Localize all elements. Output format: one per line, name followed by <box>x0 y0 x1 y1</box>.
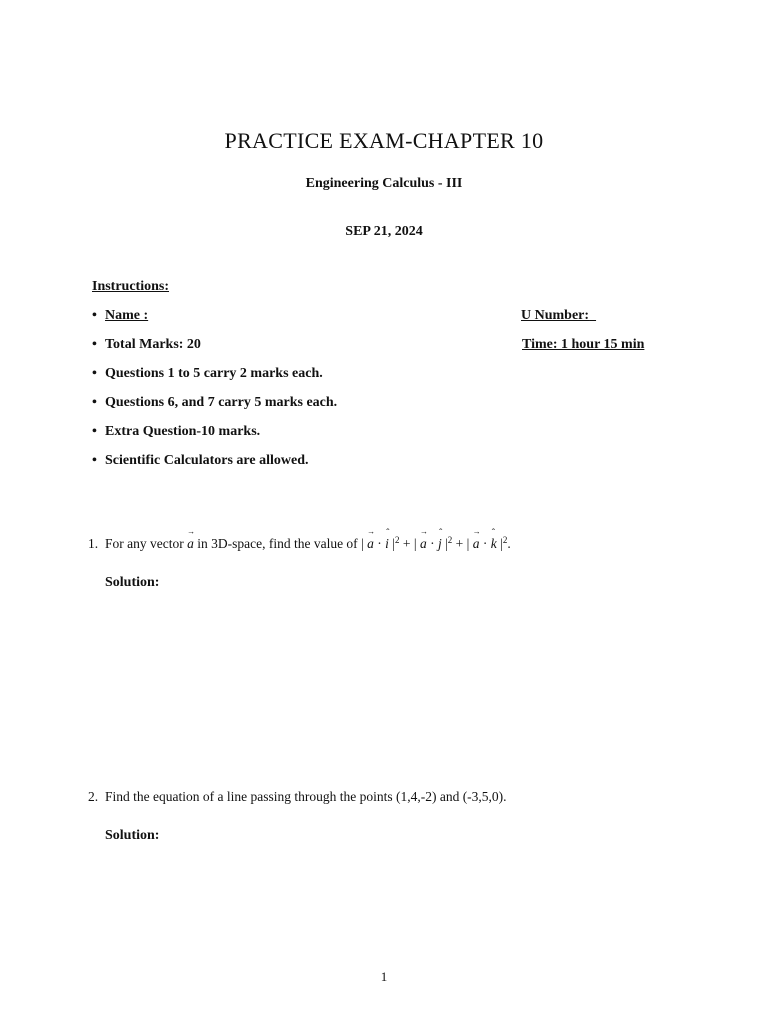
instruction-text: Questions 1 to 5 carry 2 marks each. <box>105 366 323 381</box>
instruction-text: Extra Question-10 marks. <box>105 424 261 439</box>
vector-a-symbol: → a <box>187 536 194 552</box>
question-number: 1. <box>88 536 99 551</box>
u-number-label: U Number: <box>521 308 590 323</box>
total-marks-text: Total Marks: 20 <box>105 337 201 352</box>
question-1: 1. For any vector → a in 3D-space, find the value of | → a · ˆ i $|^2$ + | → a · ˆ j $|^2$ + | → a · ˆ k $|^2$. <box>88 535 511 552</box>
instruction-text: Scientific Calculators are allowed. <box>105 453 309 468</box>
instruction-name <box>92 308 148 324</box>
unit-vector-k: ˆ k <box>491 536 497 552</box>
solution-label-1: Solution: <box>105 575 160 590</box>
bullet-icon: • <box>92 395 97 410</box>
unit-vector-j: ˆ j <box>438 536 442 552</box>
question-number: 2. <box>88 789 99 804</box>
instruction-item <box>92 453 309 469</box>
course-name: Engineering Calculus - III <box>305 176 463 191</box>
bullet-icon: • <box>92 308 97 323</box>
time-label: Time: 1 hour 15 min <box>522 337 645 352</box>
instructions-heading: Instructions: <box>92 279 170 294</box>
question-text: Find the equation of a line passing through the points (1,4,-2) and (-3,5,0). <box>105 789 507 804</box>
instruction-item <box>92 395 337 411</box>
question-2 <box>88 789 507 805</box>
instruction-item <box>92 424 260 440</box>
bullet-icon: • <box>92 453 97 468</box>
page-number: 1 <box>380 969 388 984</box>
bullet-icon: • <box>92 424 97 439</box>
solution-label-2: Solution: <box>105 828 160 843</box>
unit-vector-i: ˆ i <box>385 536 389 552</box>
exam-date: SEP 21, 2024 <box>345 224 423 239</box>
name-label: Name : <box>105 308 149 323</box>
bullet-icon: • <box>92 366 97 381</box>
exam-title: PRACTICE EXAM-CHAPTER 10 <box>224 128 544 153</box>
instruction-total-marks <box>92 337 201 353</box>
instruction-item <box>92 366 323 382</box>
instruction-text: Questions 6, and 7 carry 5 marks each. <box>105 395 338 410</box>
bullet-icon: • <box>92 337 97 352</box>
